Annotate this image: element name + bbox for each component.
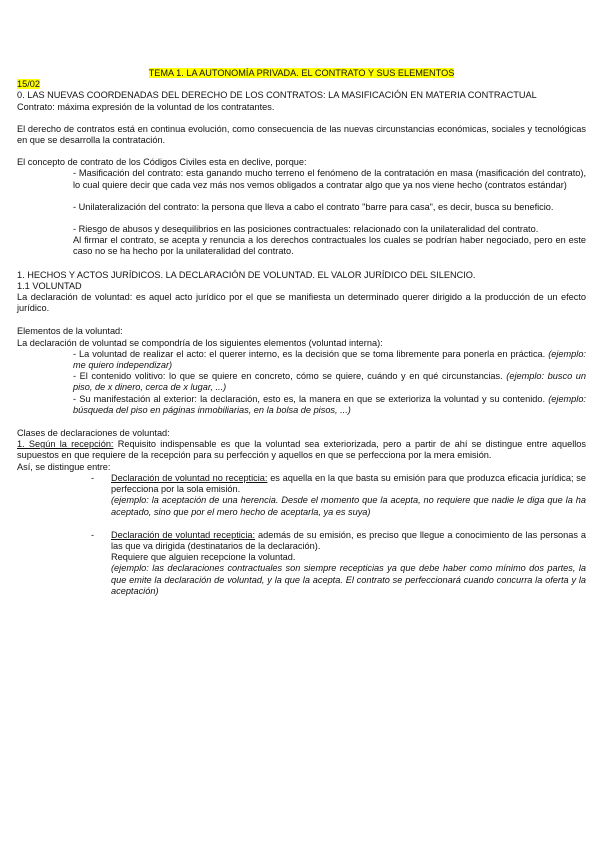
elements-heading: Elementos de la voluntad: (17, 326, 123, 337)
section-1-heading: 1. HECHOS Y ACTOS JURÍDICOS. LA DECLARACIÓN DE VOLUNTAD. EL VALOR JURÍDICO DEL SILENCIO. (17, 269, 476, 280)
paragraph: El derecho de contratos está en continua evolución, como consecuencia de las nuevas circunstancias económicas, sociales y tecnológicas en que se desarrolla la contratación. (17, 123, 586, 146)
list-item: - Riesgo de abusos y desequilibrios en las posiciones contractuales: relacionado con la unilateralidad del contrato. (73, 224, 539, 235)
classes-heading: Clases de declaraciones de voluntad: (17, 428, 170, 439)
list-item: - La voluntad de realizar el acto: el querer interno, es la decisión que se toma libremente para ponerla en práctica. (ejemplo: me quiero independizar) (73, 348, 586, 371)
list-item: - Declaración de voluntad recepticia: además de su emisión, es preciso que llegue a conocimiento de las personas a las que va dirigida (destinatarios de la declaración). Requiere que alguien recepcione la voluntad. (ejemplo: las declaraciones contractuales son siempre recepticias ya que debe haber como mínimo dos partes, la que emite la declaración de voluntad, y la que la acepta. El contrato se perfeccionará cuando concurra la oferta y la aceptación) (91, 529, 586, 596)
paragraph: La declaración de voluntad se compondría de los siguientes elementos (voluntad interna): (17, 337, 383, 348)
paragraph: Así, se distingue entre: (17, 461, 111, 472)
list-item-continuation: Al firmar el contrato, se acepta y renuncia a los derechos contractuales los cuales se podrían haber negociado, pero en este caso no se ha hecho por la unilateralidad del contrato. (73, 235, 586, 257)
list-item: - Declaración de voluntad no recepticia: es aquella en la que basta su emisión para que produzca eficacia jurídica; se perfecciona por la sola emisión. (ejemplo: la aceptación de una herencia. Desde el momento que la acepta, no requiere que nadie le diga que la ha aceptado, sino que por el mero hecho de aceptarla, ya es suya) (91, 472, 586, 517)
document-title: TEMA 1. LA AUTONOMÍA PRIVADA. EL CONTRATO Y SUS ELEMENTOS (148, 68, 455, 78)
paragraph: El concepto de contrato de los Códigos Civiles esta en declive, porque: (17, 157, 307, 168)
document-page (17, 68, 586, 597)
section-0-heading: 0. LAS NUEVAS COORDENADAS DEL DERECHO DE LOS CONTRATOS: LA MASIFICACIÓN EN MATERIA CONTRACTUAL (17, 90, 537, 101)
paragraph: 1. Según la recepción: Requisito indispensable es que la voluntad sea exteriorizada, pero a partir de ahí se distingue entre aquellos supuestos en que requiere de la recepción para su perfección y aquellos en que se perfecciona por la mera emisión. (17, 439, 586, 461)
list-item: - Unilateralización del contrato: la persona que lleva a cabo el contrato "barre para casa", es decir, busca su beneficio. (73, 201, 554, 212)
list-item: - El contenido volitivo: lo que se quiere en concreto, cómo se quiere, cuándo y en qué circunstancias. (ejemplo: busco un piso, de x dinero, cerca de x lugar, ...) (73, 371, 586, 393)
subsection-heading: 1.1 VOLUNTAD (17, 280, 82, 291)
date-label: 15/02 (17, 79, 40, 90)
list-item: - Su manifestación al exterior: la declaración, esto es, la manera en que se exterioriza la voluntad y su contenido. (ejemplo: búsqueda del piso en páginas inmobiliarias, en la bolsa de pisos, ...) (73, 393, 586, 415)
list-item: - Masificación del contrato: esta ganando mucho terreno el fenómeno de la contratación en masa (masificación del contrato), lo cual quiere decir que cada vez más nos vemos obligados a contratar algo que ya nos viene hecho (contratos estándar) (73, 168, 586, 190)
contract-definition: Contrato: máxima expresión de la voluntad de los contratantes. (17, 101, 275, 112)
paragraph: La declaración de voluntad: es aquel acto jurídico por el que se manifiesta un determinado querer dirigido a la producción de un efecto jurídico. (17, 292, 586, 314)
